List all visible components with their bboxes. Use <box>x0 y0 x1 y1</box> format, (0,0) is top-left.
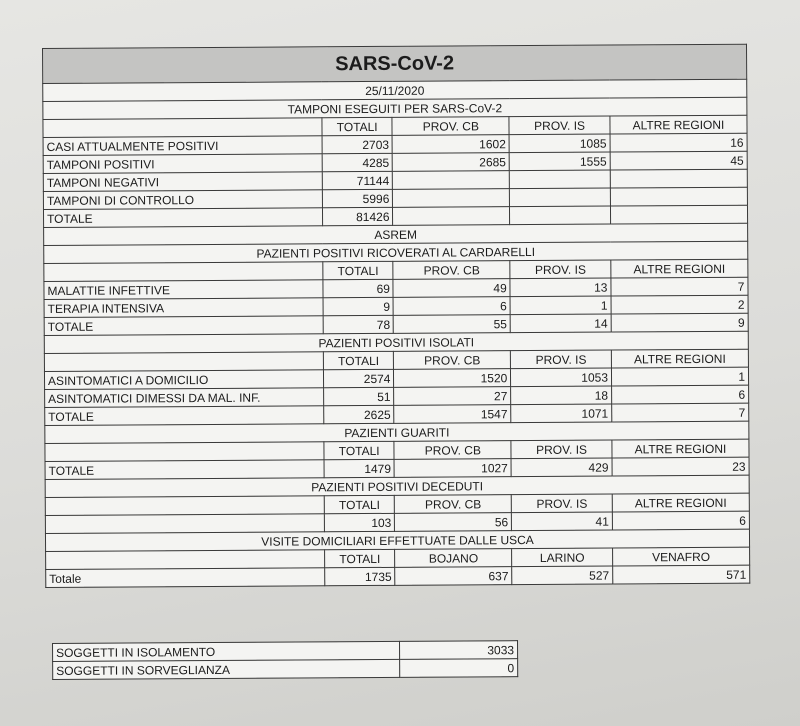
guariti-column-header: PROV. CB <box>394 441 511 460</box>
isolati-row-value: 1547 <box>394 405 511 424</box>
tamponi-row-value <box>393 207 510 226</box>
soggetti-table-wrap <box>52 640 517 680</box>
isolati-row-value: 6 <box>612 385 749 404</box>
isolati-row-value: 1071 <box>511 404 612 423</box>
ricoverati-section-heading: PAZIENTI POSITIVI RICOVERATI AL CARDARELLI <box>44 241 748 263</box>
title-row <box>43 44 747 83</box>
soggetti-label: SOGGETTI IN ISOLAMENTO <box>53 641 400 661</box>
ricoverati-row-value: 78 <box>323 315 394 333</box>
ricoverati-column-header: TOTALI <box>323 261 394 279</box>
ricoverati-column-header: PROV. CB <box>393 261 510 280</box>
tamponi-row-value: 1555 <box>509 152 610 171</box>
ricoverati-columns-blank <box>44 262 323 282</box>
deceduti-row-value: 6 <box>612 511 749 530</box>
visite-row-value: 637 <box>395 567 512 586</box>
soggetti-label: SOGGETTI IN SORVEGLIANZA <box>53 659 400 679</box>
visite-column-header: TOTALI <box>325 549 396 567</box>
isolati-column-header: ALTRE REGIONI <box>611 349 748 368</box>
guariti-row-label: TOTALE <box>45 460 324 480</box>
ricoverati-row-value: 1 <box>510 296 611 315</box>
deceduti-section-heading: PAZIENTI POSITIVI DECEDUTI <box>45 475 749 497</box>
tamponi-row-value <box>610 205 747 224</box>
isolati-row-value: 2625 <box>324 405 395 423</box>
tamponi-row-value: 1602 <box>392 135 509 154</box>
isolati-row-label: TOTALE <box>45 406 324 426</box>
guariti-section-heading: PAZIENTI GUARITI <box>45 421 749 443</box>
isolati-column-header: PROV. IS <box>511 350 612 369</box>
isolati-section-heading: PAZIENTI POSITIVI ISOLATI <box>44 331 748 353</box>
guariti-column-header: PROV. IS <box>511 440 612 459</box>
soggetti-value: 3033 <box>399 641 517 660</box>
tamponi-row-value: 5996 <box>322 189 393 207</box>
tamponi-row-label: TAMPONI NEGATIVI <box>43 172 322 192</box>
deceduti-column-header: ALTRE REGIONI <box>612 493 749 512</box>
tamponi-column-header: PROV. CB <box>392 117 509 136</box>
tamponi-row-value <box>510 188 611 207</box>
isolati-column-header: TOTALI <box>323 351 394 369</box>
tamponi-section-heading: TAMPONI ESEGUITI PER SARS-CoV-2 <box>43 97 747 119</box>
ricoverati-row-value: 49 <box>393 279 510 298</box>
ricoverati-row-value: 2 <box>611 295 748 314</box>
tamponi-row-value: 2685 <box>393 153 510 172</box>
ricoverati-row-value: 7 <box>611 277 748 296</box>
tamponi-row-value: 2703 <box>322 135 393 153</box>
visite-row-label: Totale <box>46 568 325 588</box>
tamponi-columns-blank <box>43 118 322 138</box>
visite-column-header: VENAFRO <box>613 547 750 566</box>
visite-column-header: LARINO <box>512 548 613 567</box>
tamponi-row-label: TOTALE <box>43 208 322 228</box>
ricoverati-row-label: TOTALE <box>44 316 323 336</box>
report-date: 25/11/2020 <box>43 79 747 101</box>
deceduti-column-header: TOTALI <box>324 495 395 513</box>
visite-row-value: 571 <box>613 565 750 584</box>
tamponi-row-label: TAMPONI POSITIVI <box>43 154 322 174</box>
ricoverati-row-label: MALATTIE INFETTIVE <box>44 280 323 300</box>
ricoverati-column-header: PROV. IS <box>510 260 611 279</box>
isolati-row-value: 18 <box>511 386 612 405</box>
guariti-row-value: 429 <box>511 458 612 477</box>
ricoverati-row-value: 13 <box>510 278 611 297</box>
ricoverati-row-value: 55 <box>394 315 511 334</box>
tamponi-row-value: 45 <box>610 151 747 170</box>
tamponi-column-header: PROV. IS <box>509 116 610 135</box>
tamponi-column-header: ALTRE REGIONI <box>610 115 747 134</box>
visite-row-value: 1735 <box>325 567 396 585</box>
visite-section-heading: VISITE DOMICILIARI EFFETTUATE DALLE USCA <box>45 529 749 551</box>
isolati-row-value: 1520 <box>394 369 511 388</box>
report-table <box>42 44 750 588</box>
tamponi-row-value: 4285 <box>322 153 393 171</box>
deceduti-row-label <box>45 514 324 534</box>
tamponi-row-value <box>610 169 747 188</box>
deceduti-column-header: PROV. CB <box>395 495 512 514</box>
tamponi-row-value <box>510 206 611 225</box>
visite-column-header: BOJANO <box>395 549 512 568</box>
tamponi-row-value: 71144 <box>322 171 393 189</box>
tamponi-row-value: 16 <box>610 133 747 152</box>
guariti-column-header: TOTALI <box>324 441 395 459</box>
isolati-row-label: ASINTOMATICI A DOMICILIO <box>44 370 323 390</box>
tamponi-row-value <box>393 189 510 208</box>
isolati-row-value: 1053 <box>511 368 612 387</box>
isolati-row-value: 1 <box>611 367 748 386</box>
tamponi-row-value <box>393 171 510 190</box>
guariti-row-value: 1479 <box>324 459 395 477</box>
guariti-columns-blank <box>45 442 324 462</box>
isolati-columns-blank <box>44 352 323 372</box>
ricoverati-row-value: 9 <box>611 313 748 332</box>
deceduti-row-value: 103 <box>324 513 395 531</box>
guariti-column-header: ALTRE REGIONI <box>612 439 749 458</box>
isolati-column-header: PROV. CB <box>394 351 511 370</box>
asrem-heading: ASREM <box>44 223 748 245</box>
tamponi-row-label: CASI ATTUALMENTE POSITIVI <box>43 136 322 156</box>
ricoverati-column-header: ALTRE REGIONI <box>611 259 748 278</box>
deceduti-column-header: PROV. IS <box>511 494 612 513</box>
visite-columns-blank <box>46 550 325 570</box>
tamponi-row-label: TAMPONI DI CONTROLLO <box>43 190 322 210</box>
tamponi-column-header: TOTALI <box>322 117 393 135</box>
isolati-row-value: 2574 <box>323 369 394 387</box>
document-title: SARS-CoV-2 <box>43 44 747 83</box>
deceduti-row-value: 56 <box>395 513 512 532</box>
isolati-row-value: 51 <box>324 387 395 405</box>
ricoverati-row-value: 69 <box>323 279 394 297</box>
deceduti-columns-blank <box>45 496 324 516</box>
tamponi-row-value <box>610 187 747 206</box>
ricoverati-row-label: TERAPIA INTENSIVA <box>44 298 323 318</box>
guariti-row-value: 23 <box>612 457 749 476</box>
visite-data-row <box>46 565 750 587</box>
guariti-row-value: 1027 <box>394 459 511 478</box>
tamponi-row-value <box>510 170 611 189</box>
soggetti-row <box>53 659 518 680</box>
deceduti-row-value: 41 <box>512 512 613 531</box>
report-document <box>42 44 750 588</box>
tamponi-row-value: 81426 <box>322 207 393 225</box>
ricoverati-row-value: 9 <box>323 297 394 315</box>
isolati-row-label: ASINTOMATICI DIMESSI DA MAL. INF. <box>45 388 324 408</box>
tamponi-row-value: 1085 <box>509 134 610 153</box>
isolati-row-value: 7 <box>612 403 749 422</box>
visite-row-value: 527 <box>512 566 613 585</box>
ricoverati-row-value: 6 <box>393 297 510 316</box>
soggetti-table <box>52 640 518 680</box>
soggetti-value: 0 <box>400 659 518 678</box>
isolati-row-value: 27 <box>394 387 511 406</box>
ricoverati-row-value: 14 <box>510 314 611 333</box>
